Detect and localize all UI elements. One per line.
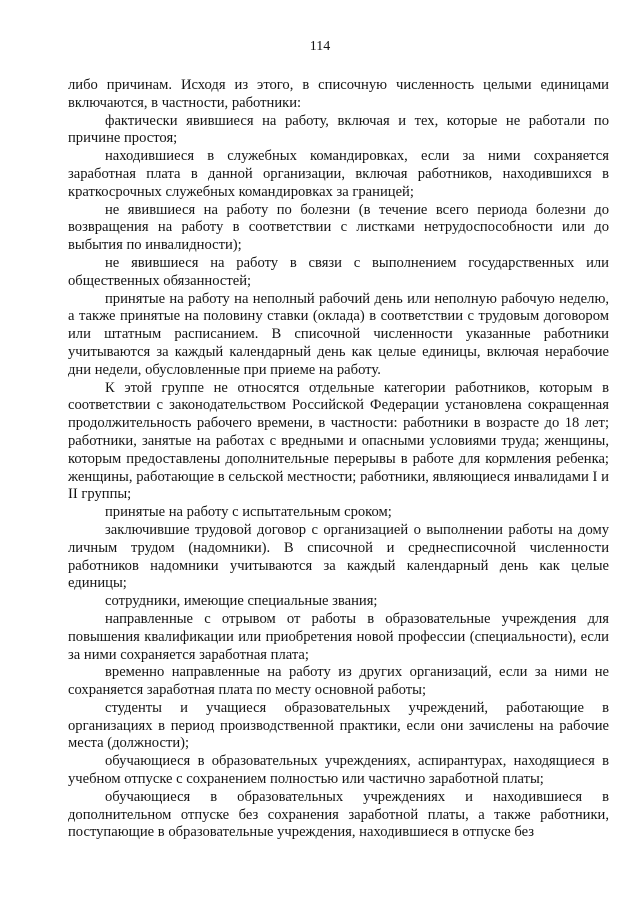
paragraph: обучающиеся в образовательных учреждениях и находившиеся в дополнительном отпуске без сохранения заработной платы, а также работники, поступающие в образовательные учреждения, находившиеся в отпуске без	[68, 788, 609, 841]
paragraph: временно направленные на работу из других организаций, если за ними не сохраняется заработная плата по месту основной работы;	[68, 664, 609, 699]
paragraph: принятые на работу на неполный рабочий день или неполную рабочую неделю, а также принятые на половину ставки (оклада) в соответствии с трудовым договором или штатным расписанием. В списочной численности указанные работники учитываются за каждый календарный день как целые единицы, включая нерабочие дни недели, обусловленные при приеме на работу.	[68, 290, 609, 378]
paragraph: не явившиеся на работу по болезни (в течение всего периода болезни до возвращения на работу в соответствии с листками нетрудоспособности или до выбытия по инвалидности);	[68, 201, 609, 254]
paragraph: находившиеся в служебных командировках, если за ними сохраняется заработная плата в данной организации, включая работников, находившихся в краткосрочных служебных командировках за границей;	[68, 148, 609, 200]
paragraph: либо причинам. Исходя из этого, в списочную численность целыми единицами включаются, в частности, работники:	[68, 77, 609, 111]
paragraph: принятые на работу с испытательным сроком;	[105, 504, 392, 521]
document-body	[68, 77, 609, 842]
paragraph: студенты и учащиеся образовательных учреждений, работающие в организациях в период производственной практики, если они зачислены на рабочие места (должности);	[68, 699, 609, 752]
paragraph: обучающиеся в образовательных учреждениях, аспирантурах, находящиеся в учебном отпуске с сохранением полностью или частично заработной платы;	[68, 753, 609, 788]
paragraph: заключившие трудовой договор с организацией о выполнении работы на дому личным трудом (надомники). В списочной и среднесписочной численности работников надомники учитываются за каждый календарный день как целые единицы;	[68, 521, 609, 592]
paragraph: фактически явившиеся на работу, включая и тех, которые не работали по причине простоя;	[68, 112, 609, 147]
paragraph: К этой группе не относятся отдельные категории работников, которым в соответствии с законодательством Российской Федерации установлена сокращенная продолжительность рабочего времени, в частности: работники в возрасте до 18 лет; работники, занятые на работах с вредными и опасными условиями труда; женщины, которым предоставлены дополнительные перерывы в работе для кормления ребенка; женщины, работающие в сельской местности; работники, являющиеся инвалидами I и II группы;	[68, 379, 609, 503]
paragraph: не явившиеся на работу в связи с выполнением государственных или общественных обязанностей;	[68, 254, 609, 289]
page-number: 114	[309, 39, 331, 54]
paragraph: сотрудники, имеющие специальные звания;	[105, 593, 378, 610]
paragraph: направленные с отрывом от работы в образовательные учреждения для повышения квалификации или приобретения новой профессии (специальности), если за ними сохраняется заработная плата;	[68, 610, 609, 663]
